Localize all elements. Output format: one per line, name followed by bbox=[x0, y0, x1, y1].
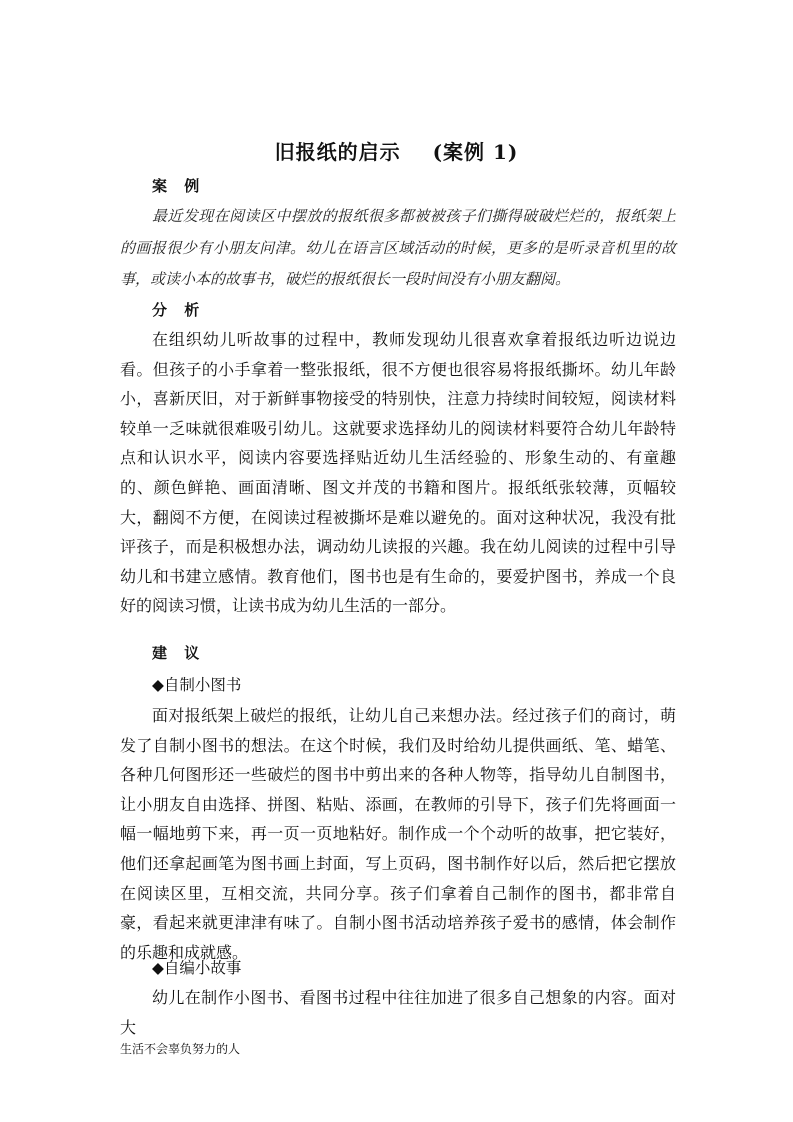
page-title bbox=[0, 136, 793, 165]
title-main: 旧报纸的启示 bbox=[274, 140, 401, 164]
suggestion-heading: 建 议 bbox=[152, 644, 206, 662]
analysis-heading: 分 析 bbox=[152, 301, 206, 319]
subheading-make-stories: ◆自编小故事 bbox=[152, 959, 242, 977]
page-footer: 生活不会辜负努力的人 bbox=[120, 1042, 241, 1056]
subheading-make-books: ◆自制小图书 bbox=[152, 676, 242, 694]
title-case-number: (案例 1) bbox=[432, 140, 519, 164]
case-paragraph: 最近发现在阅读区中摆放的报纸很多都被被孩子们撕得破破烂烂的，报纸架上的画报很少有小朋友问津。幼儿在语言区域活动的时候，更多的是听录音机里的故事，或读小本的故事书，破烂的报纸很长一段时间没有小朋友翻阅。 bbox=[120, 207, 676, 288]
make-books-paragraph: 面对报纸架上破烂的报纸，让幼儿自己来想办法。经过孩子们的商讨，萌发了自制小图书的想法。在这个时候，我们及时给幼儿提供画纸、笔、蜡笔、各种几何图形还一些破烂的图书中剪出来的各种人物等，指导幼儿自制图书，让小朋友自由选择、拼图、粘贴、添画，在教师的引导下，孩子们先将画面一幅一幅地剪下来，再一页一页地粘好。制作成一个个动听的故事，把它装好，他们还拿起画笔为图书画上封面，写上页码，图书制作好以后，然后把它摆放在阅读区里，互相交流，共同分享。孩子们拿着自己制作的图书，都非常自豪，看起来就更津津有味了。自制小图书活动培养孩子爱书的感情，体会制作的乐趣和成就感。 bbox=[120, 706, 676, 962]
analysis-paragraph: 在组织幼儿听故事的过程中，教师发现幼儿很喜欢拿着报纸边听边说边看。但孩子的小手拿着一整张报纸，很不方便也很容易将报纸撕坏。幼儿年龄小，喜新厌旧，对于新鲜事物接受的特别快，注意力持续时间较短，阅读材料较单一乏味就很难吸引幼儿。这就要求选择幼儿的阅读材料要符合幼儿年龄特点和认识水平，阅读内容要选择贴近幼儿生活经验的、形象生动的、有童趣的、颜色鲜艳、画面清晰、图文并茂的书籍和图片。报纸纸张较薄，页幅较大，翻阅不方便，在阅读过程被撕坏是难以避免的。面对这种状况，我没有批评孩子，而是积极想办法，调动幼儿读报的兴趣。我在幼儿阅读的过程中引导幼儿和书建立感情。教育他们，图书也是有生命的，要爱护图书，养成一个良好的阅读习惯，让读书成为幼儿生活的一部分。 bbox=[120, 330, 676, 616]
case-heading: 案 例 bbox=[152, 177, 206, 195]
make-stories-paragraph: 幼儿在制作小图书、看图书过程中往往加进了很多自己想象的内容。面对大 bbox=[120, 988, 676, 1037]
